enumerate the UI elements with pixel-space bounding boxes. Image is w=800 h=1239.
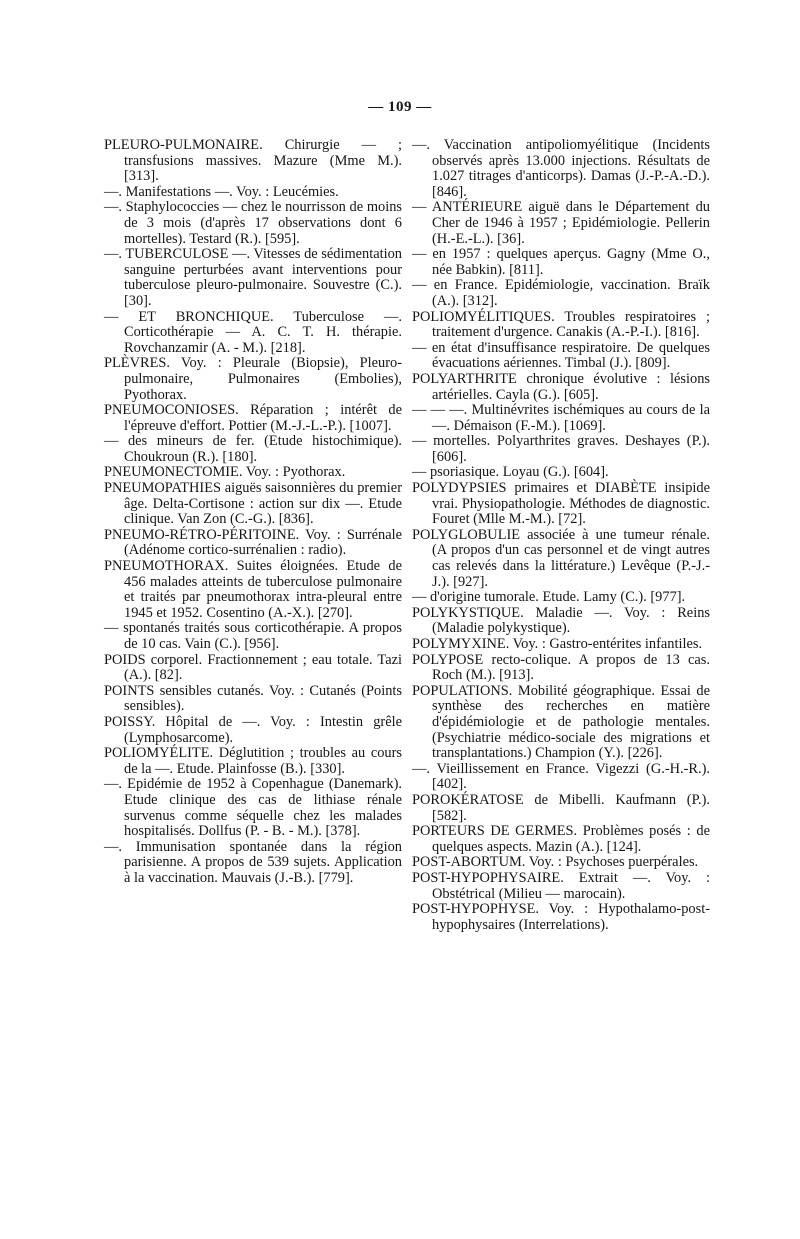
index-entry: PLEURO-PULMONAIRE. Chirurgie — ; transfusions massives. Mazure (Mme M.). [313].	[104, 137, 402, 185]
index-entry: POLYMYXINE. Voy. : Gastro-entérites infantiles.	[412, 636, 703, 652]
index-entry: POINTS sensibles cutanés. Voy. : Cutanés (Points sensibles).	[104, 682, 402, 715]
index-entry: — ANTÉRIEURE aiguë dans le Département du Cher de 1946 à 1957 ; Epidémiologie. Pellerin (H.-E.-L.). [36].	[412, 199, 710, 247]
index-entry: POLYPOSE recto-colique. A propos de 13 cas. Roch (M.). [913].	[412, 651, 710, 684]
index-entry: POST-HYPOPHYSAIRE. Extrait —. Voy. : Obstétrical (Milieu — marocain).	[412, 869, 710, 902]
index-entry: —. Manifestations —. Voy. : Leucémies.	[104, 183, 339, 200]
index-entry: POIDS corporel. Fractionnement ; eau totale. Tazi (A.). [82].	[104, 651, 402, 684]
index-entry: —. Vaccination antipoliomyélitique (Incidents observés après 13.000 injections. Résultats de 1.027 titrages d'anticorps). Damas (J.-P.-A.-D.). [846].	[412, 137, 710, 200]
index-entry: POST-ABORTUM. Voy. : Psychoses puerpérales.	[412, 854, 699, 871]
index-entry: POLIOMYÉLITE. Déglutition ; troubles au cours de la —. Etude. Plainfosse (B.). [330].	[104, 745, 402, 777]
index-entry: — ET BRONCHIQUE. Tuberculose —. Corticothérapie — A. C. T. H. thérapie. Rovchanzamir (A. - M.). [218].	[104, 308, 402, 356]
index-entry: — spontanés traités sous corticothérapie. A propos de 10 cas. Vain (C.). [956].	[104, 620, 402, 652]
index-entry: —. Immunisation spontanée dans la région parisienne. A propos de 539 sujets. Application à la vaccination. Mauvais (J.-B.). [779].	[104, 838, 402, 886]
index-entry: POLYDYPSIES primaires et DIABÈTE insipide vrai. Physiopathologie. Méthodes de diagnostic. Fouret (Mlle M.-M.). [72].	[412, 480, 710, 528]
index-entry: — — —. Multinévrites ischémiques au cours de la —. Démaison (F.-M.). [1069].	[412, 402, 710, 434]
index-entry: PNEUMOTHORAX. Suites éloignées. Etude de 456 malades atteints de tuberculose pulmonaire et traités par pneumothorax intra-pleural entre 1945 et 1952. Cosentino (A.-X.). [270].	[104, 558, 402, 621]
index-column-right	[412, 138, 710, 933]
index-entry: POPULATIONS. Mobilité géographique. Essai de synthèse des recherches en matière d'épidémiologie et de pathologie mentales. (Psychiatrie médico-sociale des migrations et transplantations.) Champion (Y.). [226].	[412, 682, 710, 762]
index-entry: POST-HYPOPHYSE. Voy. : Hypothalamo-post-hypophysaires (Interrelations).	[412, 901, 710, 933]
index-entry: — des mineurs de fer. (Etude histochimique). Choukroun (R.). [180].	[104, 433, 402, 465]
index-entry: —. TUBERCULOSE —. Vitesses de sédimentation sanguine perturbées avant interventions pour tuberculose pleuro-pulmonaire. Souvestre (C.). [30].	[104, 246, 402, 309]
index-entry: —. Staphylococcies — chez le nourrisson de moins de 3 mois (d'après 17 observations dont 6 mortelles). Testard (R.). [595].	[104, 199, 402, 247]
index-entry: PNEUMOCONIOSES. Réparation ; intérêt de l'épreuve d'effort. Pottier (M.-J.-L.-P.). [1007].	[104, 402, 402, 434]
index-entry: POLYGLOBULIE associée à une tumeur rénale. (A propos d'un cas personnel et de vingt autres cas relevés dans la littérature.) Levêque (P.-J.-J.). [927].	[412, 526, 710, 590]
index-entry: PNEUMONECTOMIE. Voy. : Pyothorax.	[104, 464, 346, 481]
index-entry: — psoriasique. Loyau (G.). [604].	[412, 464, 609, 481]
index-entry: —. Epidémie de 1952 à Copenhague (Danemark). Etude clinique des cas de lithiase rénale survenus comme séquelle chez les malades hospitalisés. Dollfus (P. - B. - M.). [378].	[104, 776, 402, 840]
index-entry: — en France. Epidémiologie, vaccination. Braïk (A.). [312].	[412, 277, 710, 309]
index-entry: POISSY. Hôpital de —. Voy. : Intestin grêle (Lymphosarcome).	[104, 713, 402, 746]
index-entry: POROKÉRATOSE de Mibelli. Kaufmann (P.). [582].	[412, 791, 710, 824]
index-entry: PNEUMO-RÉTRO-PÉRITOINE. Voy. : Surrénale (Adénome cortico-surrénalien : radio).	[104, 526, 402, 559]
index-entry: — d'origine tumorale. Etude. Lamy (C.). [977].	[412, 589, 686, 606]
index-entry: — mortelles. Polyarthrites graves. Deshayes (P.). [606].	[412, 433, 710, 465]
index-entry: PORTEURS DE GERMES. Problèmes posés : de quelques aspects. Mazin (A.). [124].	[412, 823, 710, 855]
index-entry: — en état d'insuffisance respiratoire. De quelques évacuations aériennes. Timbal (J.). [809].	[412, 339, 710, 372]
index-entry: POLYKYSTIQUE. Maladie —. Voy. : Reins (Maladie polykystique).	[412, 604, 710, 637]
index-entry: —. Vieillissement en France. Vigezzi (G.-H.-R.). [402].	[412, 760, 710, 793]
index-entry: PLÈVRES. Voy. : Pleurale (Biopsie), Pleuro-pulmonaire, Pulmonaires (Embolies), Pyothorax.	[104, 355, 402, 403]
index-entry: POLIOMYÉLITIQUES. Troubles respiratoires ; traitement d'urgence. Canakis (A.-P.-I.). [816].	[412, 308, 710, 341]
index-entry: PNEUMOPATHIES aiguës saisonnières du premier âge. Delta-Cortisone : action sur dix —. Etude clinique. Van Zon (C.-G.). [836].	[104, 480, 402, 528]
index-entry: POLYARTHRITE chronique évolutive : lésions artérielles. Cayla (G.). [605].	[412, 370, 710, 403]
index-column-left	[104, 138, 402, 887]
index-entry: — en 1957 : quelques aperçus. Gagny (Mme O., née Babkin). [811].	[412, 246, 710, 278]
page-number: — 109 —	[368, 99, 432, 115]
